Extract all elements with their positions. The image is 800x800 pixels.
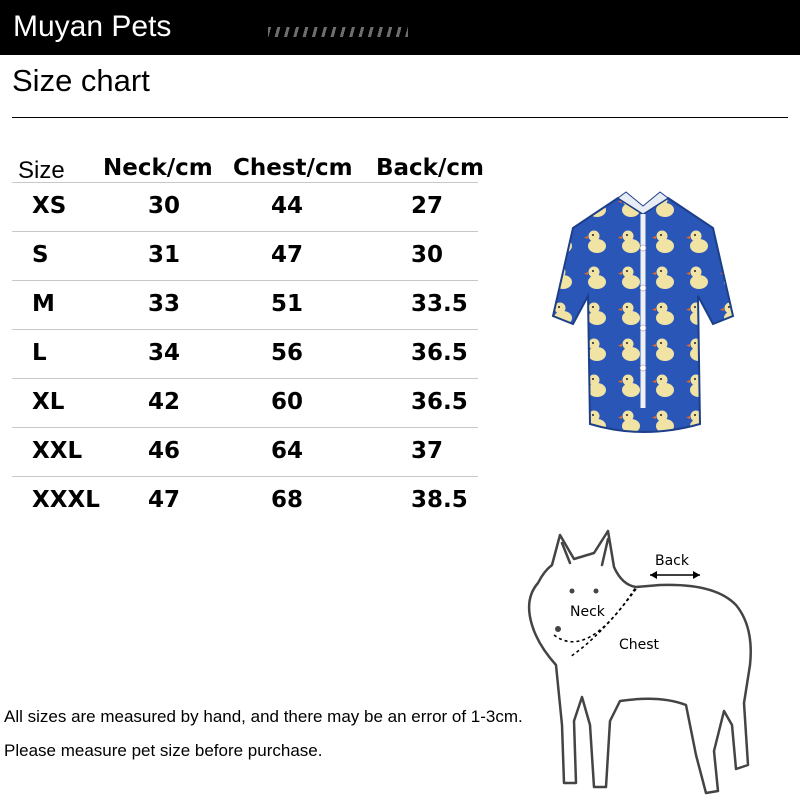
back-cell: 36.5 xyxy=(411,340,468,366)
purchase-note: Please measure pet size before purchase. xyxy=(4,741,323,760)
dog-outline xyxy=(529,531,751,793)
chest-cell: 64 xyxy=(271,438,304,464)
divider xyxy=(12,117,788,118)
back-cell: 27 xyxy=(411,193,444,219)
size-cell: S xyxy=(32,242,49,268)
dog-measurement-diagram xyxy=(510,525,780,800)
measurement-note: All sizes are measured by hand, and there may be an error of 1-3cm. xyxy=(4,707,523,726)
chest-cell: 68 xyxy=(271,487,304,513)
column-header-chest: Chest/cm xyxy=(233,155,353,181)
chest-cell: 60 xyxy=(271,389,304,415)
neck-cell: 46 xyxy=(148,438,181,464)
decorative-stripes xyxy=(268,27,408,37)
back-cell: 33.5 xyxy=(411,291,468,317)
neck-cell: 33 xyxy=(148,291,181,317)
neck-cell: 42 xyxy=(148,389,181,415)
neck-cell: 47 xyxy=(148,487,181,513)
shirt-button xyxy=(640,285,646,291)
back-label: Back xyxy=(655,553,689,569)
shirt-button xyxy=(640,245,646,251)
size-cell: XL xyxy=(32,389,65,415)
neck-cell: 31 xyxy=(148,242,181,268)
chest-cell: 44 xyxy=(271,193,304,219)
shirt-button xyxy=(640,325,646,331)
brand-title: Muyan Pets xyxy=(13,10,172,43)
chest-cell: 51 xyxy=(271,291,304,317)
dog-eye xyxy=(594,589,599,594)
neck-cell: 34 xyxy=(148,340,181,366)
table-row xyxy=(12,428,478,477)
column-header-neck: Neck/cm xyxy=(103,155,213,181)
size-cell: XXXL xyxy=(32,487,100,513)
column-header-size: Size xyxy=(18,157,65,184)
size-cell: XS xyxy=(32,193,67,219)
back-cell: 36.5 xyxy=(411,389,468,415)
size-cell: L xyxy=(32,340,47,366)
back-cell: 38.5 xyxy=(411,487,468,513)
neck-label: Neck xyxy=(570,604,605,620)
dog-eye xyxy=(570,589,575,594)
back-cell: 30 xyxy=(411,242,444,268)
chest-label: Chest xyxy=(619,637,660,653)
table-header xyxy=(12,150,484,184)
neck-cell: 30 xyxy=(148,193,181,219)
table-row xyxy=(12,183,478,232)
chest-cell: 47 xyxy=(271,242,304,268)
column-header-back: Back/cm xyxy=(376,155,484,181)
chest-cell: 56 xyxy=(271,340,304,366)
header-bar xyxy=(0,0,800,55)
table-row xyxy=(12,477,478,525)
table-row xyxy=(12,232,478,281)
dog-nose xyxy=(555,626,561,632)
table-row xyxy=(12,330,478,379)
table-row xyxy=(12,379,478,428)
size-cell: XXL xyxy=(32,438,83,464)
page-title: Size chart xyxy=(12,63,150,98)
back-cell: 37 xyxy=(411,438,444,464)
size-table xyxy=(12,150,484,525)
dog-ear xyxy=(602,539,608,565)
shirt-product-image xyxy=(548,188,738,440)
size-cell: M xyxy=(32,291,55,317)
table-row xyxy=(12,281,478,330)
shirt-button xyxy=(640,365,646,371)
